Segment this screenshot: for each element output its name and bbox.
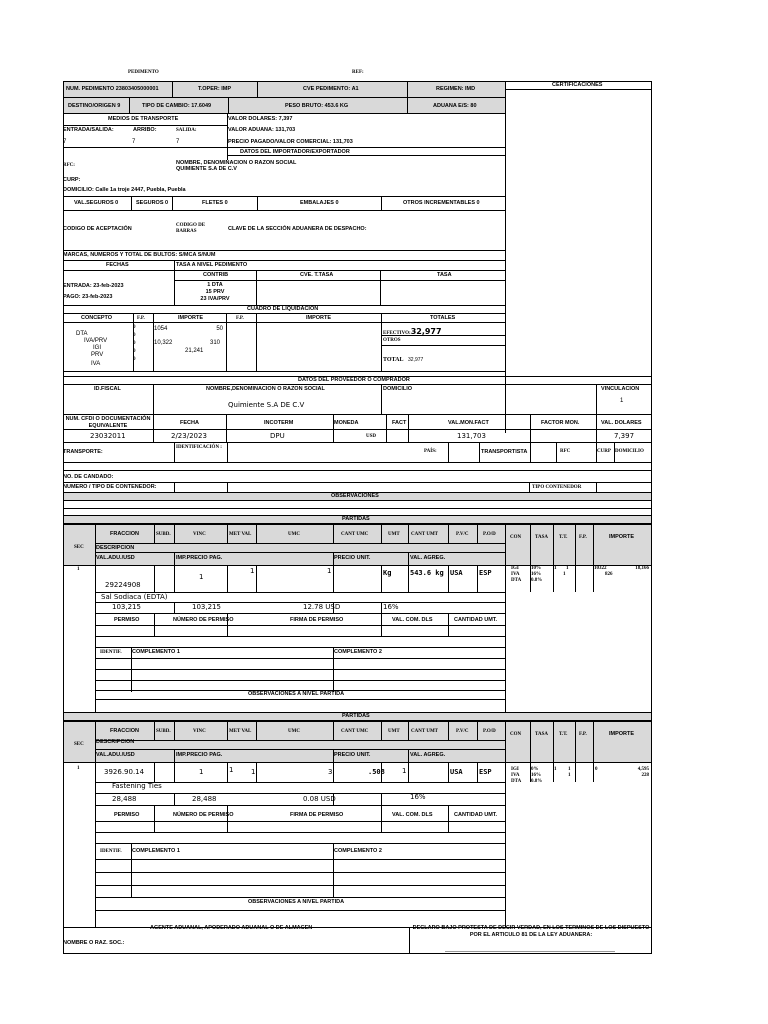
identificacion-label: IDENTIFICACIÓN : — [176, 445, 222, 450]
p2-con-0: IGI — [511, 767, 519, 772]
p1-subd-header: SUBD. — [156, 532, 171, 537]
fp-1: 0 — [133, 333, 136, 338]
p2-comp1-label: COMPLEMENTO 1 — [132, 848, 180, 854]
p2-preciounit-header: PRECIO UNIT. — [334, 752, 371, 758]
contrib-1: 1 DTA — [207, 282, 223, 288]
importador-title: DATOS DEL IMPORTADOR/EXPORTADOR — [240, 149, 350, 155]
p2-numpermiso-label: NÚMERO DE PERMISO — [173, 812, 234, 818]
pedimento-label: PEDIMENTO — [128, 70, 159, 75]
p2-con-list — [511, 767, 521, 785]
val-mon-fact-label: VAL.MON.FACT — [448, 420, 489, 426]
observaciones-label: OBSERVACIONES — [331, 493, 379, 499]
p2-umt: .508 — [368, 768, 385, 776]
seguros: SEGUROS 0 — [136, 200, 169, 206]
p2-fraccion-header: FRACCION — [110, 728, 140, 734]
p2-tasa-list — [531, 767, 542, 785]
p1-descripcion: Sal Sodiaca (EDTA) — [101, 593, 168, 601]
p1-umc-header: UMC — [288, 532, 300, 537]
certificaciones-label: CERTIFICACIONES — [552, 82, 603, 88]
p1-tt-0: 1 — [554, 566, 557, 571]
p1-cantumt-header: CANT UMT — [411, 532, 438, 537]
p2-cantumc-header: CANT UMC — [341, 729, 369, 734]
p2-vinc-header: VINC — [193, 729, 206, 734]
prov-nombre: Quimiente S.A DE C.V — [228, 401, 305, 409]
p1-vinc: 1 — [199, 573, 204, 581]
p2-valadu-header: VAL.ADU./USD — [96, 752, 135, 758]
vinculacion-value: 1 — [620, 398, 624, 404]
peso-bruto: PESO BRUTO: 453.6 KG — [285, 103, 349, 109]
totales-header: TOTALES — [430, 315, 456, 321]
efectivo-label: EFECTIVO:32,977 — [383, 327, 442, 336]
tipo-contenedor-label: TIPO CONTENEDOR — [532, 485, 582, 490]
regimen: REGIMEN: IMD — [436, 86, 476, 92]
precio-pagado: PRECIO PAGADO/VALOR COMERCIAL: 131,703 — [228, 139, 353, 145]
p1-valadu-header: VAL.ADU./USD — [96, 555, 135, 561]
p2-valadu: 28,488 — [112, 795, 137, 803]
importe-iva: 21,241 — [185, 348, 204, 354]
total-label: TOTAL — [383, 357, 404, 363]
p2-valagreg-header: VAL. AGREG. — [410, 752, 446, 758]
contrib-2: 15 PRV — [205, 289, 225, 295]
p1-cantumc-header: CANT UMC — [341, 532, 369, 537]
cfdi-num-label: NUM. CFDI O DOCUMENTACIÓN EQUIVALENTE — [65, 416, 151, 429]
nombre-raz-soc-label: NOMBRE O RAZ. SOC.: — [63, 940, 125, 946]
curp-label: CURP: — [63, 177, 81, 183]
p2-sec-header: SEC — [74, 742, 84, 747]
marcas: MARCAS, NUMEROS Y TOTAL DE BULTOS: S/MCA S/NUM — [63, 252, 216, 258]
p1-cantumt2-label: CANTIDAD UMT. — [454, 617, 498, 623]
otros-label: OTROS — [383, 338, 401, 343]
p1-cantumc: 1 — [327, 567, 332, 575]
agente-aduanal-label: AGENTE ADUANAL, APODERADO ADUANAL O DE ALMACEN — [150, 925, 313, 931]
concepto-iva-prv: IVA/PRV — [84, 338, 108, 344]
prov-nombre-label: NOMBRE,DENOMINACION O RAZON SOCIAL — [206, 386, 325, 392]
p2-pvc: USA — [450, 768, 463, 776]
p1-numpermiso-label: NÚMERO DE PERMISO — [173, 617, 234, 623]
num-pedimento: NUM. PEDIMENTO 23803405000001 — [66, 86, 159, 92]
p2-pvc-header: P.V/C — [456, 729, 469, 734]
salida: SALIDA: — [176, 128, 197, 133]
p2-tasa-0: 0% — [531, 767, 539, 772]
contrib-header: CONTRIB — [203, 272, 229, 278]
p2-metval: 1 — [229, 766, 234, 774]
importe-igi: 10,322 — [154, 340, 173, 346]
cve-pedimento: CVE PEDIMENTO: A1 — [303, 86, 359, 92]
codigo-aceptacion: CODIGO DE ACEPTACIÓN — [63, 226, 132, 232]
p1-imp-2: 18,166 — [635, 566, 649, 571]
p2-valagreg: 16% — [410, 793, 426, 801]
p2-cantumt: 1 — [402, 767, 407, 775]
otros-incrementables: OTROS INCREMENTABLES 0 — [403, 200, 480, 206]
p2-con-header: CON — [510, 732, 522, 737]
domicilio: DOMICILIO: Calle 1a troje 2447, Puebla, Puebla — [63, 187, 186, 193]
p1-sec: 1 — [77, 567, 80, 572]
p1-comp2-label: COMPLEMENTO 2 — [334, 649, 382, 655]
p2-impprecio: 28,488 — [192, 795, 217, 803]
fp-4: 0 — [133, 357, 136, 362]
p1-obs-partida: OBSERVACIONES A NIVEL PARTIDA — [248, 691, 345, 697]
p1-con-list — [511, 566, 521, 584]
concepto-dta: DTA — [76, 331, 88, 337]
valor-dolares: VALOR DOLARES: 7,397 — [228, 116, 293, 122]
transporte-v2: 7 — [132, 139, 136, 145]
p1-con-2: DTA — [511, 578, 522, 583]
p2-umc-header: UMC — [288, 729, 300, 734]
rfc-label: RFC: — [63, 163, 75, 168]
p2-impprecio-header: IMP.PRECIO PAG. — [176, 752, 223, 758]
p2-metval-header: MET VAL — [229, 729, 252, 734]
valor-aduana: VALOR ADUANA: 131,703 — [228, 127, 296, 133]
p1-sec-header: SEC — [74, 545, 84, 550]
p1-imp-0: 10322 — [594, 566, 607, 571]
p2-tt-1: 1 — [568, 767, 571, 772]
fp-0: 0 — [133, 325, 136, 330]
destino-origen: DESTINO/ORIGEN 9 — [68, 103, 121, 109]
transporte-v3: 7 — [176, 139, 180, 145]
importe-dta: 1054 — [154, 326, 168, 332]
p1-preciounit-header: PRECIO UNIT. — [334, 555, 371, 561]
p2-descripcion: Fastening Ties — [112, 782, 162, 790]
p2-imp-2: 228 — [641, 773, 649, 778]
p1-con-0: IGI — [511, 566, 519, 571]
fechas-title: FECHAS — [106, 262, 129, 268]
moneda-value: USD — [366, 434, 377, 439]
factor-mon-label: FACTOR MON. — [541, 420, 580, 426]
p1-tasa-2: 0.8% — [531, 578, 543, 583]
p1-importe-header: IMPORTE — [609, 534, 635, 540]
p2-comp2-label: COMPLEMENTO 2 — [334, 848, 382, 854]
tasa-header: TASA — [437, 272, 452, 278]
importe-header-2: IMPORTE — [306, 315, 332, 321]
p2-fp-0: 1 — [568, 773, 571, 778]
p2-sec: 1 — [77, 766, 80, 771]
p1-valagreg-header: VAL. AGREG. — [410, 555, 446, 561]
p2-tasa-1: 16% — [531, 773, 541, 778]
p2-descripcion-header: DESCRIPCION — [96, 739, 135, 745]
importador-nombre: QUIMIENTE S.A DE C.V — [176, 166, 237, 172]
p2-con-1: IVA — [511, 773, 520, 778]
id-fiscal: ID.FISCAL — [94, 386, 121, 392]
entrada-salida: ENTRADA/SALIDA: — [63, 127, 114, 133]
p2-con-2: DTA — [511, 779, 522, 784]
p1-descripcion-header: DESCRIPCION — [96, 545, 135, 551]
embalajes: EMBALAJES 0 — [300, 200, 339, 206]
p1-tt-header: T.T. — [559, 535, 568, 540]
fp-header-2: F.P. — [236, 316, 244, 321]
val-dolares-label: VAL. DOLARES — [601, 420, 642, 426]
fletes: FLETES 0 — [202, 200, 228, 206]
prov-domicilio-label: DOMICILIO — [383, 386, 413, 392]
importe-dta-b: 50 — [216, 326, 223, 332]
transportista-label: TRANSPORTISTA — [481, 449, 528, 455]
p1-impprecio-header: IMP.PRECIO PAG. — [176, 555, 223, 561]
concepto-header: CONCEPTO — [81, 315, 113, 321]
p1-valagreg: 16% — [383, 603, 399, 611]
p1-fraccion-header: FRACCION — [110, 531, 140, 537]
cfdi-num: 23032011 — [90, 432, 126, 440]
p2-fp-header: F.P. — [579, 732, 587, 737]
p1-fp-header: F.P. — [579, 535, 587, 540]
p1-tasa-list — [531, 566, 542, 584]
arribo: ARRIBO: — [133, 127, 157, 133]
p1-preciounit: 12.78 USD — [303, 603, 341, 611]
p2-vinc: 1 — [199, 768, 204, 776]
aduana: ADUANA E/S: 80 — [433, 103, 477, 109]
total-value: 32,977 — [408, 357, 424, 363]
p2-firma-label: FIRMA DE PERMISO — [290, 812, 344, 818]
p1-con-1: IVA — [511, 572, 520, 577]
p1-permiso-label: PERMISO — [114, 617, 140, 623]
p2-tasa-header: TASA — [535, 732, 548, 737]
p1-umt: Kg — [383, 569, 392, 577]
val-seguros: VAL.SEGUROS 0 — [74, 200, 119, 206]
vinculacion-label: VINCULACION — [601, 386, 640, 392]
p1-con-header: CON — [510, 535, 522, 540]
p2-tt-0: 1 — [554, 767, 557, 772]
p1-metval-header: MET VAL — [229, 532, 252, 537]
p1-metval: 1 — [250, 567, 255, 575]
concepto-igi: IGI — [93, 345, 102, 351]
p2-importe-header: IMPORTE — [609, 731, 635, 737]
proveedor-title: DATOS DEL PROVEEDOR O COMPRADOR — [298, 377, 410, 383]
p1-valcom-label: VAL. COM. DLS — [392, 617, 433, 623]
p2-tasa-2: 0.8% — [531, 779, 543, 784]
partidas-title-1: PARTIDAS — [342, 516, 370, 522]
p2-cantumt2-label: CANTIDAD UMT. — [454, 812, 498, 818]
p1-vinc-header: VINC — [193, 532, 206, 537]
fp-3: 0 — [133, 349, 136, 354]
fecha-pago: PAGO: 23-feb-2023 — [63, 294, 113, 300]
transporte-label: TRANSPORTE: — [63, 449, 103, 455]
p2-tt-header: T.T. — [559, 732, 568, 737]
declaro-text: DECLARO BAJO PROTESTA DE DECIR VERDAD, EN LOS TERMINOS DE LOS DISPUESTO POR EL ARTICULO 81 DE LA LEY ADUANERA: — [412, 925, 650, 938]
p1-pod: ESP — [479, 569, 492, 577]
ref-label: REF: — [352, 70, 364, 75]
moneda-label: MONEDA — [334, 420, 359, 426]
p1-valadu: 103,215 — [112, 603, 141, 611]
t-oper: T.OPER: IMP — [198, 86, 232, 92]
fecha-entrada: ENTRADA: 23-feb-2023 — [63, 283, 124, 289]
p1-umt-header: UMT — [388, 532, 400, 537]
p1-pvc-header: P.V/C — [456, 532, 469, 537]
incoterm-value: DPU — [270, 432, 285, 440]
p2-umt-header: UMT — [388, 729, 400, 734]
p1-tt-1: 1 — [563, 572, 566, 577]
cve-tasa-header: CVE. T.TASA — [300, 272, 334, 278]
fp-2: 0 — [133, 341, 136, 346]
incoterm-label: INCOTERM — [264, 420, 294, 426]
p2-imp-0: 0 — [595, 767, 598, 772]
tasa-nivel-title: TASA A NIVEL PEDIMENTO — [176, 262, 248, 268]
fp-header-1: F.P. — [137, 316, 145, 321]
transp-domicilio-label: DOMICILIO — [615, 449, 644, 454]
pais-label: PAÍS: — [424, 449, 437, 454]
p2-imp-1: 4,595 — [637, 767, 649, 772]
transp-rfc-label: RFC — [560, 449, 571, 454]
p2-permiso-label: PERMISO — [114, 812, 140, 818]
p1-identif-label: IDENTIF. — [100, 650, 122, 655]
p1-pvc: USA — [450, 569, 463, 577]
importe-prv: 310 — [209, 340, 220, 346]
cfdi-fecha: 2/23/2023 — [171, 432, 207, 440]
p1-pod-header: P.O/D — [483, 532, 496, 537]
fact-label: FACT — [392, 420, 407, 426]
p2-cantumt-header: CANT UMT — [411, 729, 438, 734]
p2-preciounit: 0.08 USD — [303, 795, 336, 803]
partidas-title-2: PARTIDAS — [342, 713, 370, 719]
val-dolares-value: 7,397 — [614, 432, 635, 440]
p1-impprecio: 103,215 — [192, 603, 221, 611]
p1-imp-1: 826 — [605, 572, 613, 577]
numero-tipo-contenedor: NUMERO / TIPO DE CONTENEDOR: — [63, 484, 157, 490]
concepto-iva: IVA — [91, 361, 101, 367]
p2-subd-header: SUBD. — [156, 729, 171, 734]
importe-header-1: IMPORTE — [178, 315, 204, 321]
no-candado-label: NO. DE CANDADO: — [63, 474, 114, 480]
p2-pod: ESP — [479, 768, 492, 776]
p2-fraccion: 3926.90.14 — [104, 768, 145, 776]
contrib-3: 23 IVA/PRV — [200, 296, 230, 302]
p2-obs-partida: OBSERVACIONES A NIVEL PARTIDA — [248, 899, 345, 905]
p1-comp1-label: COMPLEMENTO 1 — [132, 649, 180, 655]
p2-pod-header: P.O/D — [483, 729, 496, 734]
liquidacion-title: CUADRO DE LIQUIDACION — [247, 306, 319, 312]
p1-cantumt: 543.6 kg — [410, 569, 444, 577]
p1-fraccion: 29224908 — [105, 581, 141, 589]
nombre-label: NOMBRE, DENOMINACION O RAZON SOCIAL — [176, 160, 297, 166]
val-mon-fact-value: 131,703 — [457, 432, 486, 440]
p1-fp-0: 1 — [566, 566, 569, 571]
p1-tasa-0: 10% — [531, 566, 541, 571]
p2-cantumc: 1 — [251, 768, 256, 776]
p1-tasa-1: 16% — [531, 572, 541, 577]
p2-identif-label: IDENTIF. — [100, 849, 122, 854]
p2-valcom-label: VAL. COM. DLS — [392, 812, 433, 818]
p1-tasa-header: TASA — [535, 535, 548, 540]
medios-transporte: MEDIOS DE TRANSPORTE — [108, 116, 179, 122]
concepto-prv: PRV — [91, 352, 104, 358]
transp-curp-label: CURP — [597, 449, 611, 454]
cfdi-fecha-label: FECHA — [180, 420, 199, 426]
clave-seccion: CLAVE DE LA SECCIÓN ADUANERA DE DESPACHO: — [228, 226, 367, 232]
transporte-v1: 7 — [63, 139, 67, 145]
efectivo-value: 32,977 — [410, 327, 442, 336]
p1-firma-label: FIRMA DE PERMISO — [290, 617, 344, 623]
tipo-cambio: TIPO DE CAMBIO: 17.6049 — [142, 103, 212, 109]
p2-umc: 3 — [328, 768, 333, 776]
codigo-barras: CODIGO DE BARRAS — [176, 223, 206, 234]
